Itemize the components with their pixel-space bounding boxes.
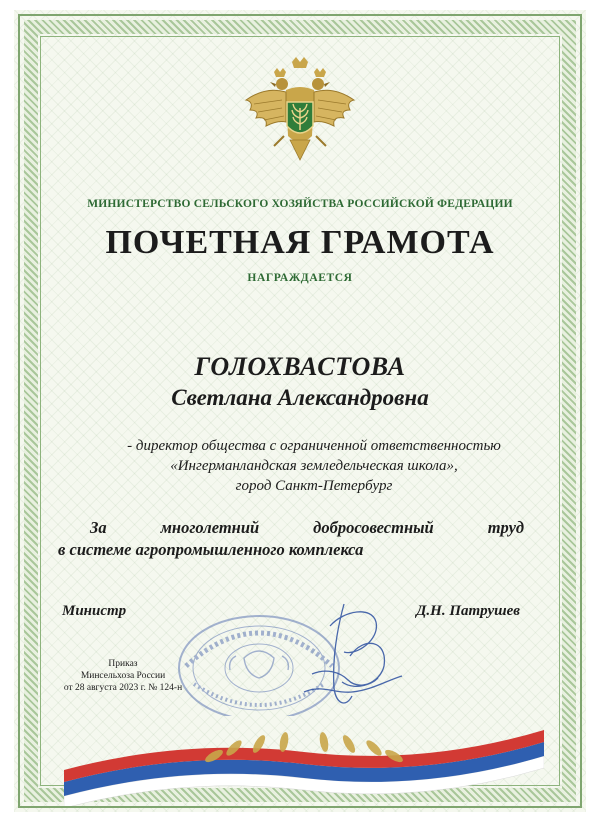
- position-line: - директор общества с ограниченной ответственностью: [127, 438, 501, 454]
- flag-ribbon-icon: [64, 726, 544, 806]
- merit-word: За: [90, 518, 107, 537]
- certificate-sheet: [14, 10, 586, 812]
- order-reference: [48, 658, 198, 694]
- awarded-label: НАГРАЖДАЕТСЯ: [247, 272, 353, 284]
- recipient-surname: ГОЛОХВАСТОВА: [194, 352, 406, 381]
- signatory-title: Министр: [62, 603, 127, 619]
- certificate-title: ПОЧЕТНАЯ ГРАМОТА: [105, 224, 495, 261]
- merit-word: труд: [487, 518, 525, 537]
- merit-word: многолетний: [160, 518, 260, 537]
- merit-line-1: [90, 518, 524, 538]
- order-line: от 28 августа 2023 г. № 124-н: [63, 683, 183, 693]
- position-line: город Санкт-Петербург: [235, 478, 393, 494]
- ministry-name: МИНИСТЕРСТВО СЕЛЬСКОГО ХОЗЯЙСТВА РОССИЙСКОЙ ФЕДЕРАЦИИ: [87, 198, 513, 210]
- order-line: Приказ: [108, 659, 138, 669]
- signatory-name: Д.Н. Патрушев: [416, 603, 520, 619]
- recipient-position: [64, 436, 564, 496]
- order-line: Минсельхоза России: [80, 671, 166, 681]
- recipient-given-names: Светлана Александровна: [171, 385, 429, 410]
- position-line: «Ингерманландская земледельческая школа»,: [170, 458, 458, 474]
- merit-line-2: в системе агропромышленного комплекса: [58, 540, 364, 559]
- merit-word: добросовестный: [313, 518, 434, 537]
- double-headed-eagle-emblem-icon: [240, 56, 360, 168]
- handwritten-signature-icon: [292, 596, 412, 716]
